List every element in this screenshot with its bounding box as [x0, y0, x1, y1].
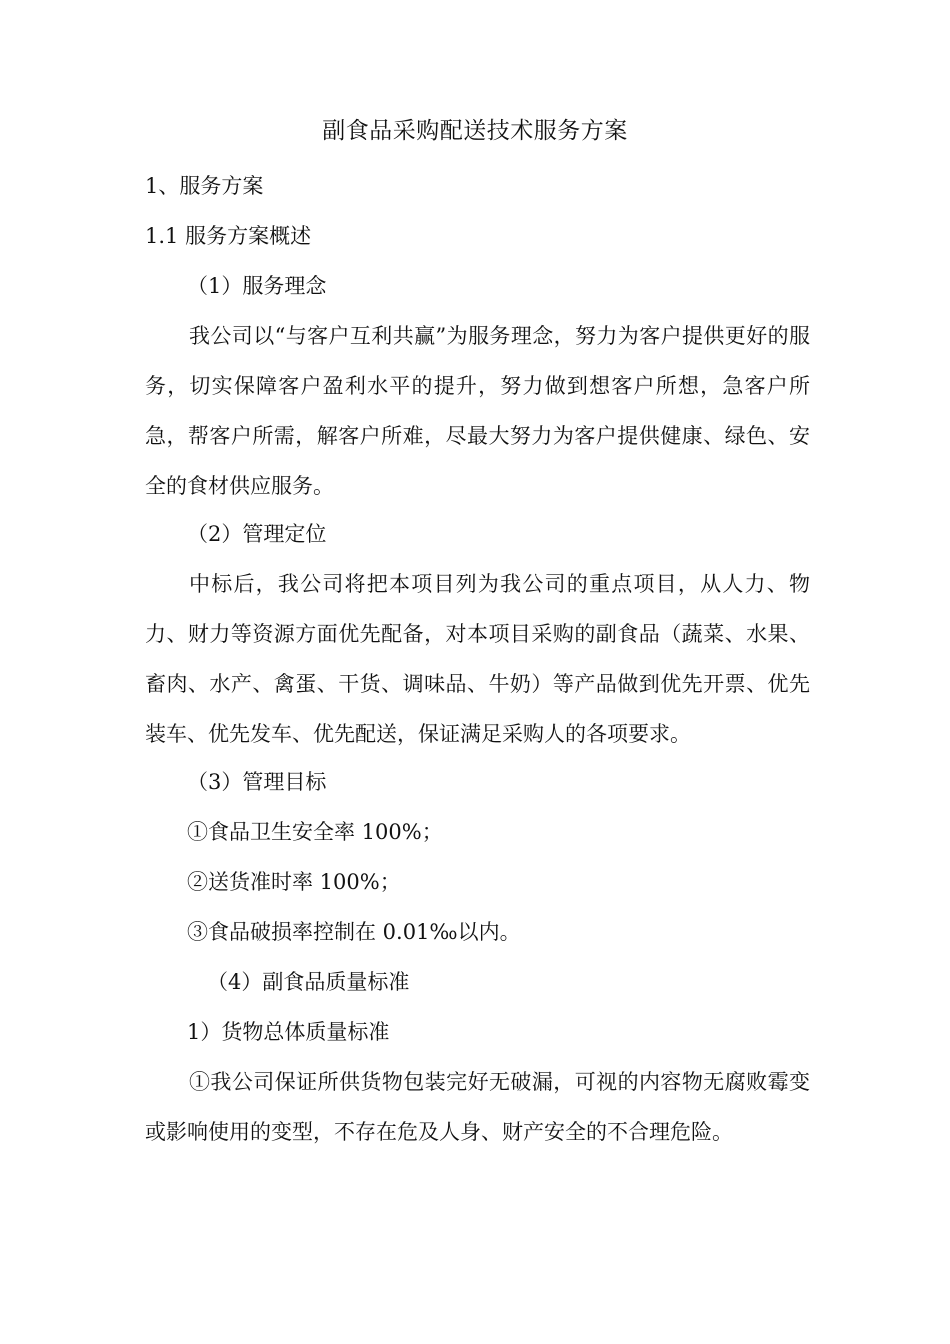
paragraph-overall-quality: ①我公司保证所供货物包装完好无破漏，可视的内容物无腐败霉变或影响使用的变型，不存在危及人身、财产安全的不合理危险。 — [145, 1070, 810, 1144]
goal-item: ①食品卫生安全率 100%； — [187, 820, 443, 844]
item-heading-quality-standards: （4）副食品质量标准 — [207, 970, 410, 994]
paragraph-service-concept: 我公司以“与客户互利共赢”为服务理念，努力为客户提供更好的服务，切实保障客户盈利水平的提升，努力做到想客户所想，急客户所急，帮客户所需，解客户所难，尽最大努力为客户提供健康、绿色、安全的食材供应服务。 — [145, 324, 810, 498]
paragraph-management-positioning: 中标后，我公司将把本项目列为我公司的重点项目，从人力、物力、财力等资源方面优先配备，对本项目采购的副食品（蔬菜、水果、畜肉、水产、禽蛋、干货、调味品、牛奶）等产品做到优先开票、优先装车、优先发车、优先配送，保证满足采购人的各项要求。 — [145, 572, 810, 746]
item-heading-management-positioning: （2）管理定位 — [187, 522, 327, 546]
subsection-heading: 1.1 服务方案概述 — [145, 224, 312, 248]
item-heading-management-goals: （3）管理目标 — [187, 770, 327, 794]
document-title: 副食品采购配送技术服务方案 — [322, 118, 628, 144]
subitem-heading-overall-quality: 1）货物总体质量标准 — [187, 1020, 390, 1044]
goal-item: ②送货准时率 100%； — [187, 870, 401, 894]
section-heading: 1、服务方案 — [145, 174, 264, 198]
item-heading-service-concept: （1）服务理念 — [187, 274, 327, 298]
goal-item: ③食品破损率控制在 0.01‰以内。 — [187, 920, 521, 944]
